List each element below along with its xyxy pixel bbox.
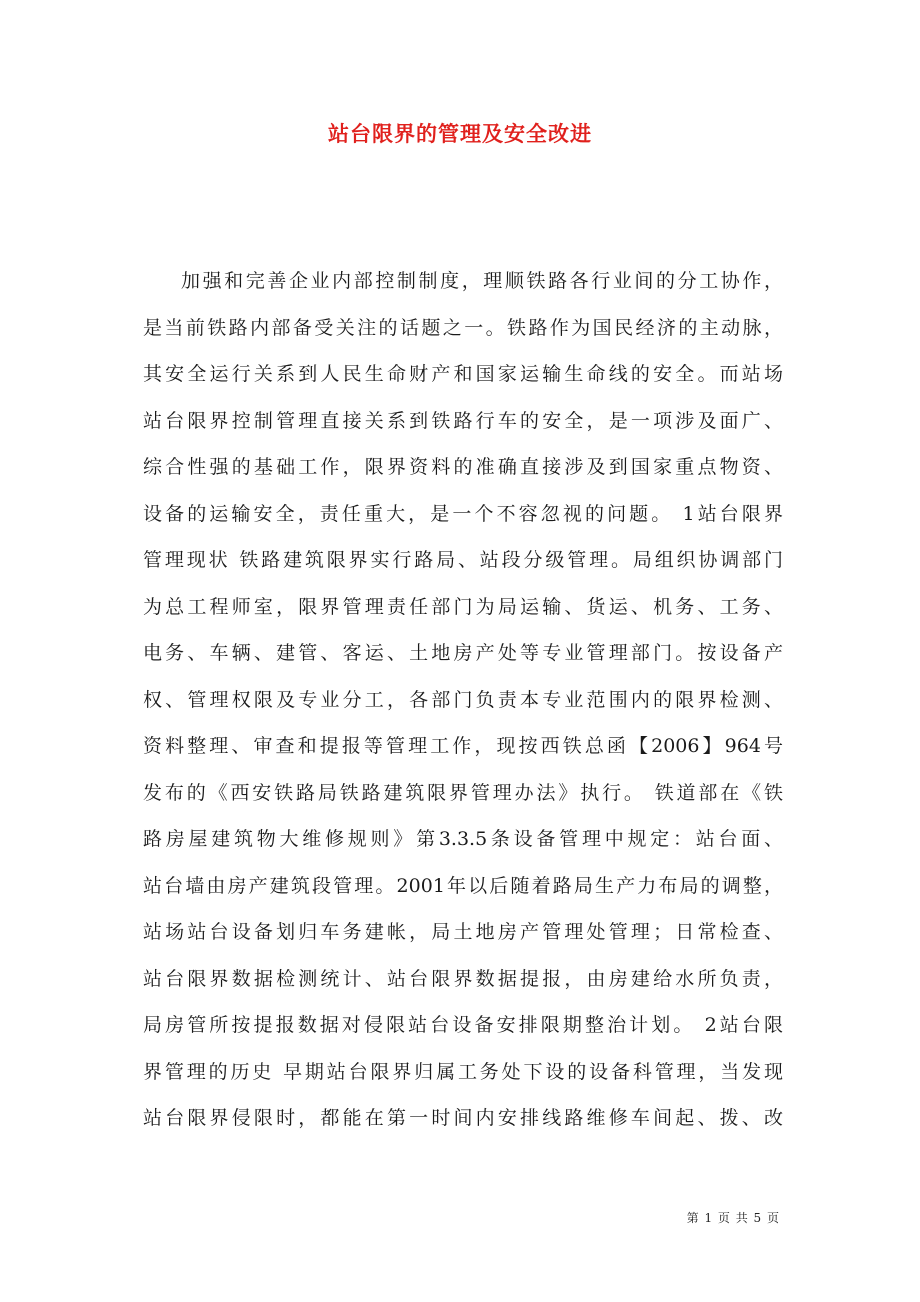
body-line: 为总工程师室，限界管理责任部门为局运输、货运、机务、工务、	[143, 595, 783, 618]
document-body	[143, 258, 783, 1142]
body-line: 路房屋建筑物大维修规则》第3.3.5条设备管理中规定：站台面、	[143, 828, 783, 850]
body-line: 设备的运输安全，责任重大，是一个不容忽视的问题。 1站台限界	[143, 502, 783, 525]
page-number-footer: 第 1 页 共 5 页	[686, 1211, 780, 1225]
body-line: 站台墙由房产建筑段管理。2001年以后随着路局生产力布局的调整，	[143, 874, 783, 897]
body-line: 加强和完善企业内部控制制度，理顺铁路各行业间的分工协作，	[181, 270, 783, 292]
body-line: 管理现状 铁路建筑限界实行路局、站段分级管理。局组织协调部门	[143, 549, 783, 571]
body-line: 是当前铁路内部备受关注的话题之一。铁路作为国民经济的主动脉，	[143, 316, 783, 339]
body-line: 站台限界控制管理直接关系到铁路行车的安全，是一项涉及面广、	[143, 409, 783, 432]
body-line: 资料整理、审查和提报等管理工作，现按西铁总函【2006】964号	[143, 735, 783, 757]
body-line: 站场站台设备划归车务建帐，局土地房产管理处管理；日常检查、	[143, 921, 783, 943]
body-line: 局房管所按提报数据对侵限站台设备安排限期整治计划。 2站台限	[143, 1014, 783, 1036]
document-title: 站台限界的管理及安全改进	[328, 121, 592, 146]
body-line: 站台限界数据检测统计、站台限界数据提报，由房建给水所负责，	[143, 967, 783, 990]
body-line: 权、管理权限及专业分工，各部门负责本专业范围内的限界检测、	[143, 688, 783, 711]
body-line: 站台限界侵限时，都能在第一时间内安排线路维修车间起、拨、改	[143, 1107, 783, 1129]
body-line: 电务、车辆、建管、客运、土地房产处等专业管理部门。按设备产	[143, 642, 783, 664]
body-line: 界管理的历史 早期站台限界归属工务处下设的设备科管理，当发现	[143, 1060, 783, 1083]
body-line: 综合性强的基础工作，限界资料的准确直接涉及到国家重点物资、	[143, 456, 783, 478]
body-line: 发布的《西安铁路局铁路建筑限界管理办法》执行。 铁道部在《铁	[143, 781, 783, 804]
body-line: 其安全运行关系到人民生命财产和国家运输生命线的安全。而站场	[143, 363, 783, 385]
